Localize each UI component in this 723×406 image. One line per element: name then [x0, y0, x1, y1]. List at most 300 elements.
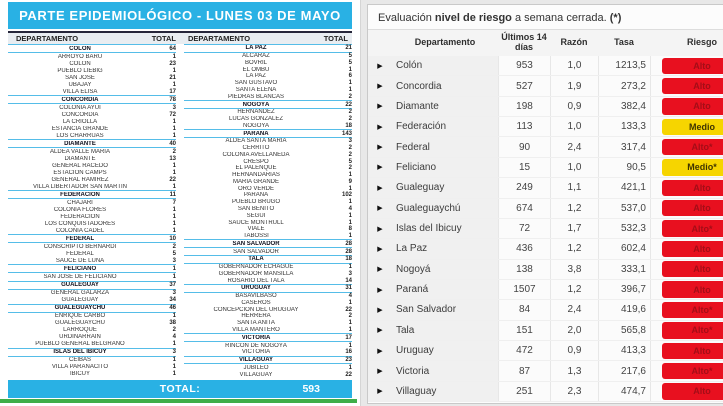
locality-total: 34: [169, 297, 176, 304]
risk-table-header: [368, 30, 723, 57]
locality-row: [8, 88, 176, 95]
risk-title-footnote-marker: (*): [609, 12, 622, 24]
column-header-total: TOTAL: [151, 34, 176, 43]
risk-table-row[interactable]: [368, 300, 723, 320]
expand-caret-icon[interactable]: ▶: [368, 56, 392, 75]
locality-name: COLONIA FLORES: [53, 206, 107, 213]
risk-title-bold: nivel de riesgo: [434, 12, 512, 24]
locality-name: VILLAGUAY: [239, 371, 273, 378]
expand-caret-icon[interactable]: ▶: [368, 260, 392, 279]
locality-name: IBICUY: [69, 371, 90, 378]
expand-caret-icon[interactable]: ▶: [368, 178, 392, 197]
locality-total: 1: [348, 233, 352, 240]
department-row: [184, 129, 352, 138]
risk-tasa-value: 532,3: [598, 219, 650, 238]
risk-table-row[interactable]: [368, 321, 723, 341]
locality-name: URDINARRAIN: [59, 334, 101, 341]
locality-name: ALDEA SANTA MARIA: [225, 138, 287, 145]
expand-caret-icon[interactable]: ▶: [368, 321, 392, 340]
risk-badge-cell: [662, 260, 723, 279]
locality-row: [184, 145, 352, 152]
locality-total: 2: [348, 109, 352, 116]
department-name: VICTORIA: [241, 334, 271, 341]
locality-row: [8, 176, 176, 183]
locality-total: 4: [348, 205, 352, 212]
locality-row: [184, 313, 352, 320]
risk-tasa-value: 396,7: [598, 280, 650, 299]
column-header-riesgo: Riesgo: [686, 37, 717, 48]
locality-row: [184, 293, 352, 300]
risk-badge-cell: [662, 117, 723, 136]
locality-name: PUEBLO GENERAL BELGRANO: [35, 341, 125, 348]
cell-divider: [650, 199, 662, 218]
risk-badge-cell: [662, 199, 723, 218]
locality-total: 14: [345, 277, 352, 284]
locality-row: [184, 122, 352, 129]
locality-total: 1: [172, 162, 176, 169]
risk-table-row[interactable]: [368, 56, 723, 76]
column-header-razon: Razón: [560, 37, 588, 48]
locality-row: [8, 334, 176, 341]
locality-total: 3: [348, 138, 352, 145]
locality-total: 1: [172, 357, 176, 364]
risk-tasa-value: 90,5: [598, 158, 650, 177]
expand-caret-icon[interactable]: ▶: [368, 239, 392, 258]
risk-table-row[interactable]: [368, 239, 723, 259]
risk-department-name: Diamante: [392, 97, 498, 116]
risk-tasa-value: 421,1: [598, 178, 650, 197]
locality-total: 1: [172, 118, 176, 125]
risk-table-row[interactable]: [368, 178, 723, 198]
cell-divider: [650, 219, 662, 238]
locality-total: 5: [172, 250, 176, 257]
risk-table-row[interactable]: [368, 382, 723, 402]
risk-level-badge: Alto: [662, 343, 723, 359]
locality-row: [8, 371, 176, 378]
risk-level-badge: Alto: [662, 241, 723, 257]
department-name: VILLAGUAY: [238, 357, 274, 364]
risk-last14-value: 1507: [498, 280, 550, 299]
locality-row: [184, 116, 352, 123]
locality-total: 2: [348, 93, 352, 100]
locality-total: 1: [172, 132, 176, 139]
locality-total: 72: [169, 111, 176, 118]
locality-name: LA PAZ: [246, 73, 266, 80]
locality-total: 1: [172, 169, 176, 176]
locality-row: [184, 93, 352, 100]
department-name: FELICIANO: [63, 265, 97, 272]
risk-department-name: Concordia: [392, 76, 498, 95]
risk-razon-value: 1,3: [550, 361, 598, 380]
expand-caret-icon[interactable]: ▶: [368, 158, 392, 177]
risk-table-row[interactable]: [368, 117, 723, 137]
locality-name: GOBERNADOR ECHAGÜE: [218, 264, 294, 271]
column-header-ultimos-14-dias: Últimos 14 días: [501, 32, 547, 52]
risk-department-name: Victoria: [392, 361, 498, 380]
locality-row: [8, 313, 176, 320]
risk-level-badge: Alto*: [662, 363, 723, 379]
expand-caret-icon[interactable]: ▶: [368, 76, 392, 95]
risk-tasa-value: 474,7: [598, 382, 650, 401]
locality-name: VILLA ELISA: [62, 88, 98, 95]
epidemiological-report-panel: [0, 0, 360, 406]
cell-divider: [650, 97, 662, 116]
risk-tasa-value: 419,6: [598, 300, 650, 319]
locality-name: SANTA ELENA: [235, 86, 277, 93]
cell-divider: [650, 137, 662, 156]
locality-name: UBAJAY: [68, 81, 92, 88]
risk-department-name: Federación: [392, 117, 498, 136]
department-total: 31: [345, 285, 352, 292]
risk-table-row[interactable]: [368, 137, 723, 157]
locality-row: [8, 81, 176, 88]
locality-name: VICTORIA: [241, 349, 271, 356]
risk-tasa-value: 413,3: [598, 341, 650, 360]
locality-row: [184, 219, 352, 226]
locality-row: [8, 199, 176, 206]
locality-row: [8, 104, 176, 111]
risk-razon-value: 1,1: [550, 178, 598, 197]
department-total: 64: [169, 45, 176, 52]
locality-row: [184, 192, 352, 199]
locality-name: GENERAL GALARZA: [50, 290, 110, 297]
locality-total: 16: [345, 349, 352, 356]
locality-row: [8, 213, 176, 220]
locality-name: COLONIA CADEL: [55, 227, 105, 234]
risk-last14-value: 198: [498, 97, 550, 116]
risk-evaluation-title: [368, 5, 723, 30]
department-total: 1: [172, 265, 176, 272]
locality-row: [184, 165, 352, 172]
risk-last14-value: 527: [498, 76, 550, 95]
locality-name: EL PALENQUE: [235, 165, 277, 172]
report-table-header-right: [180, 33, 352, 44]
locality-name: CASEROS: [241, 299, 271, 306]
locality-total: 18: [345, 122, 352, 129]
locality-row: [184, 66, 352, 73]
locality-total: 1: [172, 364, 176, 371]
locality-total: 22: [345, 371, 352, 378]
locality-name: LOS CHARRUAS: [56, 132, 104, 139]
risk-level-badge: Alto: [662, 180, 723, 196]
column-header-total: TOTAL: [323, 34, 348, 43]
locality-total: 4: [172, 334, 176, 341]
risk-badge-cell: [662, 361, 723, 380]
locality-name: VILLA PARANACITO: [51, 364, 109, 371]
locality-total: 2: [172, 243, 176, 250]
locality-name: SAN GUSTAVO: [234, 80, 278, 87]
locality-row: [8, 206, 176, 213]
report-table-body: [8, 44, 352, 378]
department-row: [8, 348, 176, 357]
locality-name: GENERAL RAMIREZ: [51, 176, 109, 183]
locality-name: ARROYO BARÚ: [57, 53, 103, 60]
locality-name: EL OMBÚ: [242, 66, 270, 73]
risk-tasa-value: 537,0: [598, 199, 650, 218]
report-column-right: [184, 44, 352, 378]
locality-total: 1: [172, 220, 176, 227]
locality-total: 2: [172, 148, 176, 155]
locality-name: VIALE: [247, 226, 265, 233]
expand-caret-icon[interactable]: ▶: [368, 117, 392, 136]
risk-razon-value: 3,8: [550, 260, 598, 279]
department-row: [8, 190, 176, 199]
cell-divider: [650, 260, 662, 279]
risk-department-name: Gualeguay: [392, 178, 498, 197]
expand-caret-icon[interactable]: ▶: [368, 199, 392, 218]
department-name: LA PAZ: [245, 45, 267, 52]
risk-tasa-value: 565,8: [598, 321, 650, 340]
risk-badge-cell: [662, 178, 723, 197]
locality-row: [8, 220, 176, 227]
locality-row: [184, 73, 352, 80]
locality-row: [8, 250, 176, 257]
risk-last14-value: 72: [498, 219, 550, 238]
risk-department-name: Villaguay: [392, 382, 498, 401]
risk-razon-value: 2,0: [550, 321, 598, 340]
locality-name: FEDERACIÓN: [60, 213, 100, 220]
locality-total: 38: [169, 320, 176, 327]
department-total: 46: [169, 305, 176, 312]
locality-total: 3: [172, 257, 176, 264]
risk-level-badge: Alto: [662, 200, 723, 216]
expand-caret-icon[interactable]: ▶: [368, 97, 392, 116]
risk-table-row[interactable]: [368, 341, 723, 361]
locality-row: [8, 111, 176, 118]
locality-row: [8, 243, 176, 250]
locality-row: [184, 342, 352, 349]
risk-tasa-value: 273,2: [598, 76, 650, 95]
locality-name: GUALEGUAY: [61, 297, 99, 304]
locality-row: [8, 125, 176, 132]
locality-row: [184, 364, 352, 371]
locality-name: BASAVILBASO: [235, 293, 277, 300]
locality-row: [8, 60, 176, 67]
risk-last14-value: 151: [498, 321, 550, 340]
locality-name: DIAMANTE: [64, 155, 96, 162]
risk-department-name: Paraná: [392, 280, 498, 299]
risk-tasa-value: 382,4: [598, 97, 650, 116]
department-row: [184, 333, 352, 342]
department-name: GUALEGUAY: [61, 282, 99, 288]
locality-name: ESTANCIA GRANDE: [51, 125, 109, 132]
locality-row: [8, 118, 176, 125]
expand-caret-icon[interactable]: ▶: [368, 341, 392, 360]
risk-department-name: Gualeguaychú: [392, 199, 498, 218]
department-total: 17: [345, 334, 352, 341]
department-row: [8, 304, 176, 313]
locality-name: CEIBAS: [68, 357, 91, 364]
locality-name: LOS CONQUISTADORES: [44, 220, 116, 227]
cell-divider: [650, 117, 662, 136]
locality-name: GUALEGUAYCHÚ: [55, 320, 105, 327]
locality-row: [184, 226, 352, 233]
department-total: 10: [169, 235, 176, 242]
locality-row: [8, 320, 176, 327]
risk-level-badge: Alto: [662, 281, 723, 297]
risk-last14-value: 90: [498, 137, 550, 156]
locality-total: 1: [172, 53, 176, 60]
risk-department-name: Tala: [392, 321, 498, 340]
locality-total: 1: [348, 342, 352, 349]
risk-table-row[interactable]: [368, 199, 723, 219]
expand-caret-icon[interactable]: ▶: [368, 219, 392, 238]
risk-tasa-value: 602,4: [598, 239, 650, 258]
risk-department-name: Colón: [392, 56, 498, 75]
locality-name: NOGOYA: [243, 122, 269, 129]
risk-razon-value: 2,4: [550, 300, 598, 319]
locality-total: 1: [348, 199, 352, 206]
department-name: COLÓN: [69, 45, 91, 52]
department-name: GUALEGUAYCHÚ: [54, 305, 106, 312]
risk-last14-value: 87: [498, 361, 550, 380]
department-total: 22: [345, 101, 352, 108]
grand-total-value: 593: [302, 383, 320, 395]
locality-name: ENRIQUE CARBÓ: [54, 313, 106, 320]
department-total: 143: [341, 130, 352, 137]
risk-last14-value: 15: [498, 158, 550, 177]
locality-row: [184, 320, 352, 327]
locality-row: [184, 109, 352, 116]
locality-name: SAN JOSÉ DE FELICIANO: [43, 273, 117, 280]
risk-level-badge: Alto*: [662, 322, 723, 338]
locality-name: SAUCE DE LUNA: [55, 257, 105, 264]
risk-table-row[interactable]: [368, 361, 723, 381]
department-name: NOGOYÁ: [242, 101, 270, 108]
department-name: PARANÁ: [243, 130, 269, 137]
locality-total: 1: [348, 327, 352, 333]
locality-row: [8, 162, 176, 169]
risk-razon-value: 0,9: [550, 341, 598, 360]
risk-tasa-value: 333,1: [598, 260, 650, 279]
risk-last14-value: 113: [498, 117, 550, 136]
risk-table-rows: [368, 56, 723, 402]
locality-total: 3: [172, 290, 176, 297]
locality-name: JUBILEO: [243, 364, 269, 371]
locality-row: [184, 87, 352, 94]
department-total: 3: [172, 349, 176, 356]
expand-caret-icon[interactable]: ▶: [368, 280, 392, 299]
locality-row: [8, 67, 176, 74]
risk-razon-value: 1,2: [550, 280, 598, 299]
department-row: [184, 100, 352, 109]
locality-name: CRESPO: [243, 158, 269, 165]
expand-caret-icon[interactable]: ▶: [368, 137, 392, 156]
risk-last14-value: 472: [498, 341, 550, 360]
risk-last14-value: 674: [498, 199, 550, 218]
cell-divider: [650, 239, 662, 258]
risk-table-row[interactable]: [368, 260, 723, 280]
locality-row: [184, 277, 352, 284]
locality-total: 1: [348, 212, 352, 219]
risk-table-row[interactable]: [368, 76, 723, 96]
locality-row: [184, 327, 352, 334]
locality-row: [184, 371, 352, 378]
locality-name: SAN BENITO: [237, 205, 275, 212]
locality-name: HERNANDEZ: [237, 109, 275, 116]
risk-table-row[interactable]: [368, 97, 723, 117]
department-row: [184, 255, 352, 264]
cell-divider: [650, 300, 662, 319]
locality-name: LA CRIOLLA: [62, 118, 98, 125]
risk-level-badge: Alto*: [662, 302, 723, 318]
locality-total: 5: [348, 158, 352, 165]
locality-row: [184, 349, 352, 356]
expand-caret-icon[interactable]: ▶: [368, 361, 392, 380]
risk-razon-value: 1,0: [550, 158, 598, 177]
department-name: DIAMANTE: [64, 140, 96, 147]
locality-total: 1: [348, 172, 352, 179]
locality-name: SANTA ANITA: [237, 320, 275, 327]
locality-name: PIEDRAS BLANCAS: [227, 93, 285, 100]
locality-name: MARÍA GRANDE: [232, 178, 279, 185]
risk-tasa-value: 217,6: [598, 361, 650, 380]
department-name: FEDERACIÓN: [60, 191, 100, 198]
risk-badge-cell: [662, 219, 723, 238]
expand-caret-icon[interactable]: ▶: [368, 300, 392, 319]
risk-razon-value: 1,0: [550, 56, 598, 75]
risk-badge-cell: [662, 300, 723, 319]
risk-razon-value: 2,3: [550, 382, 598, 401]
locality-row: [8, 357, 176, 364]
risk-last14-value: 953: [498, 56, 550, 75]
locality-name: SAN JOSÉ: [65, 74, 95, 81]
locality-name: SAN SALVADOR: [233, 248, 279, 255]
risk-department-name: La Paz: [392, 239, 498, 258]
risk-level-badge: Alto*: [662, 139, 723, 155]
report-title: PARTE EPIDEMIOLÓGICO - LUNES 03 DE MAYO: [8, 2, 352, 29]
locality-total: 28: [345, 248, 352, 255]
locality-total: 13: [169, 155, 176, 162]
locality-row: [184, 179, 352, 186]
risk-badge-cell: [662, 76, 723, 95]
bottom-green-strip: [0, 399, 357, 403]
risk-last14-value: 84: [498, 300, 550, 319]
department-name: CONCORDIA: [61, 96, 99, 103]
locality-name: ALDEA VALLE MARIA: [50, 148, 110, 155]
locality-total: 22: [345, 306, 352, 313]
risk-badge-cell: [662, 56, 723, 75]
locality-row: [8, 257, 176, 264]
locality-name: PARANÁ: [243, 192, 269, 199]
department-total: 21: [345, 45, 352, 52]
locality-total: 1: [348, 219, 352, 226]
risk-last14-value: 138: [498, 260, 550, 279]
cell-divider: [650, 382, 662, 401]
risk-table-row[interactable]: [368, 219, 723, 239]
department-total: 11: [169, 191, 176, 198]
locality-row: [8, 327, 176, 334]
locality-name: PUEBLO LIEBIG: [57, 67, 103, 74]
locality-name: COLÓN: [69, 60, 91, 67]
cell-divider: [650, 341, 662, 360]
locality-total: 1: [348, 320, 352, 327]
locality-total: 1: [172, 341, 176, 348]
column-header-departamento: DEPARTAMENTO: [16, 34, 79, 43]
expand-caret-icon[interactable]: ▶: [368, 382, 392, 401]
locality-total: 2: [348, 165, 352, 172]
risk-table-row[interactable]: [368, 158, 723, 178]
risk-level-badge: Alto: [662, 261, 723, 277]
risk-department-name: Nogoyá: [392, 260, 498, 279]
report-table-header: [8, 31, 352, 44]
department-total: 40: [169, 140, 176, 147]
cell-divider: [650, 361, 662, 380]
locality-total: 1: [348, 66, 352, 73]
risk-evaluation-card: [367, 4, 723, 404]
risk-last14-value: 436: [498, 239, 550, 258]
risk-table-row[interactable]: [368, 280, 723, 300]
